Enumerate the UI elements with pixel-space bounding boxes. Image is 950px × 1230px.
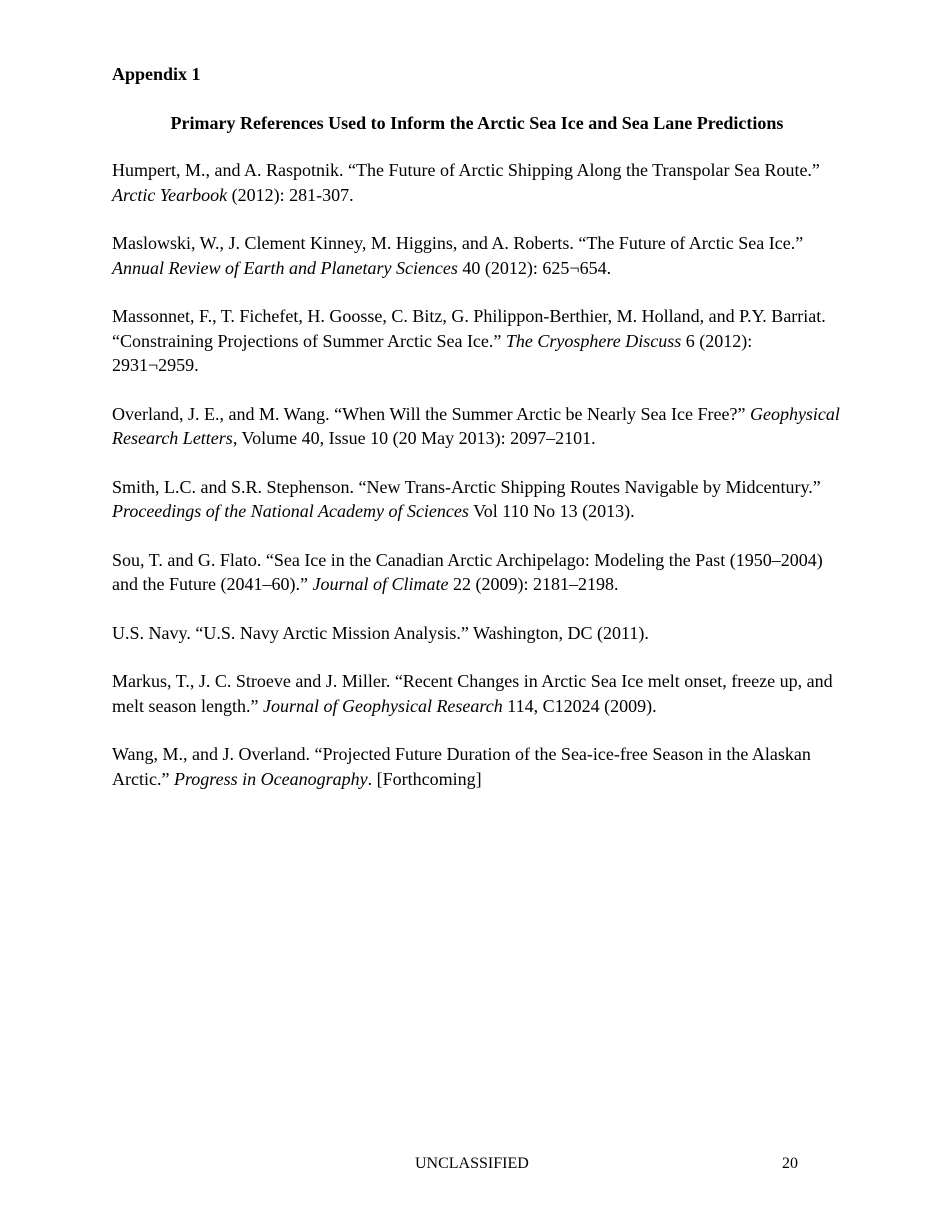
classification-marking: UNCLASSIFIED <box>415 1155 529 1172</box>
reference-journal: Arctic Yearbook <box>112 184 228 205</box>
reference-journal: Progress in Oceanography <box>173 768 368 789</box>
document-page <box>112 60 842 815</box>
reference-text: Sou, T. and G. Flato. “Sea Ice in the Canadian Arctic Archipelago: Modeling the Past (1950–2004) and the Future (2041–60).” <box>112 549 823 594</box>
reference-journal: Journal of Geophysical Research <box>262 695 503 716</box>
reference-text: Smith, L.C. and S.R. Stephenson. “New Trans-Arctic Shipping Routes Navigable by Midcentury.” <box>112 476 821 497</box>
reference-details: 40 (2012): 625¬654. <box>457 257 612 278</box>
reference-list <box>112 158 842 791</box>
reference-item <box>112 158 842 207</box>
reference-text: Humpert, M., and A. Raspotnik. “The Future of Arctic Shipping Along the Transpolar Sea Route.” <box>112 160 820 180</box>
reference-text: Maslowski, W., J. Clement Kinney, M. Higgins, and A. Roberts. “The Future of Arctic Sea Ice.” <box>112 233 804 253</box>
reference-item <box>112 402 842 451</box>
page-title: Primary References Used to Inform the Arctic Sea Ice and Sea Lane Predictions <box>170 113 784 133</box>
reference-details: 6 (2012): 2931¬2959. <box>112 330 753 375</box>
reference-text: Wang, M., and J. Overland. “Projected Future Duration of the Sea-ice-free Season in the Alaskan Arctic.” <box>112 744 811 789</box>
reference-item <box>112 669 842 718</box>
reference-details: Vol 110 No 13 (2013). <box>468 501 635 521</box>
reference-item <box>112 304 842 378</box>
reference-item <box>112 621 842 646</box>
reference-text: Markus, T., J. C. Stroeve and J. Miller. “Recent Changes in Arctic Sea Ice melt onset, freeze up, and melt season length.” <box>112 671 833 716</box>
reference-details: 22 (2009): 2181–2198. <box>448 574 619 594</box>
reference-details: (2012): 281-307. <box>227 184 354 205</box>
reference-details: . [Forthcoming] <box>367 768 482 789</box>
reference-text: Overland, J. E., and M. Wang. “When Will the Summer Arctic be Nearly Sea Ice Free?” <box>112 403 750 424</box>
reference-journal: Proceedings of the National Academy of Sciences <box>112 501 469 521</box>
reference-item <box>112 742 842 791</box>
reference-details: , Volume 40, Issue 10 (20 May 2013): 2097–2101. <box>232 428 596 448</box>
reference-journal: Journal of Climate <box>312 574 449 594</box>
reference-text: Massonnet, F., T. Fichefet, H. Goosse, C. Bitz, G. Philippon-Berthier, M. Holland, and P.Y. Barriat. “Constraining Projections of Summer Arctic Sea Ice.” <box>112 306 826 351</box>
reference-item <box>112 231 842 280</box>
reference-journal: Annual Review of Earth and Planetary Sciences <box>112 257 458 278</box>
page-number: 20 <box>782 1155 798 1172</box>
reference-item <box>112 475 842 524</box>
appendix-heading: Appendix 1 <box>112 64 201 84</box>
reference-journal: Geophysical Research Letters <box>112 403 840 448</box>
reference-details: 114, C12024 (2009). <box>502 695 657 716</box>
reference-item <box>112 548 842 597</box>
page-footer <box>0 1152 950 1176</box>
reference-journal: The Cryosphere Discuss <box>505 330 682 351</box>
reference-text: U.S. Navy. “U.S. Navy Arctic Mission Analysis.” Washington, DC (2011). <box>112 622 649 643</box>
